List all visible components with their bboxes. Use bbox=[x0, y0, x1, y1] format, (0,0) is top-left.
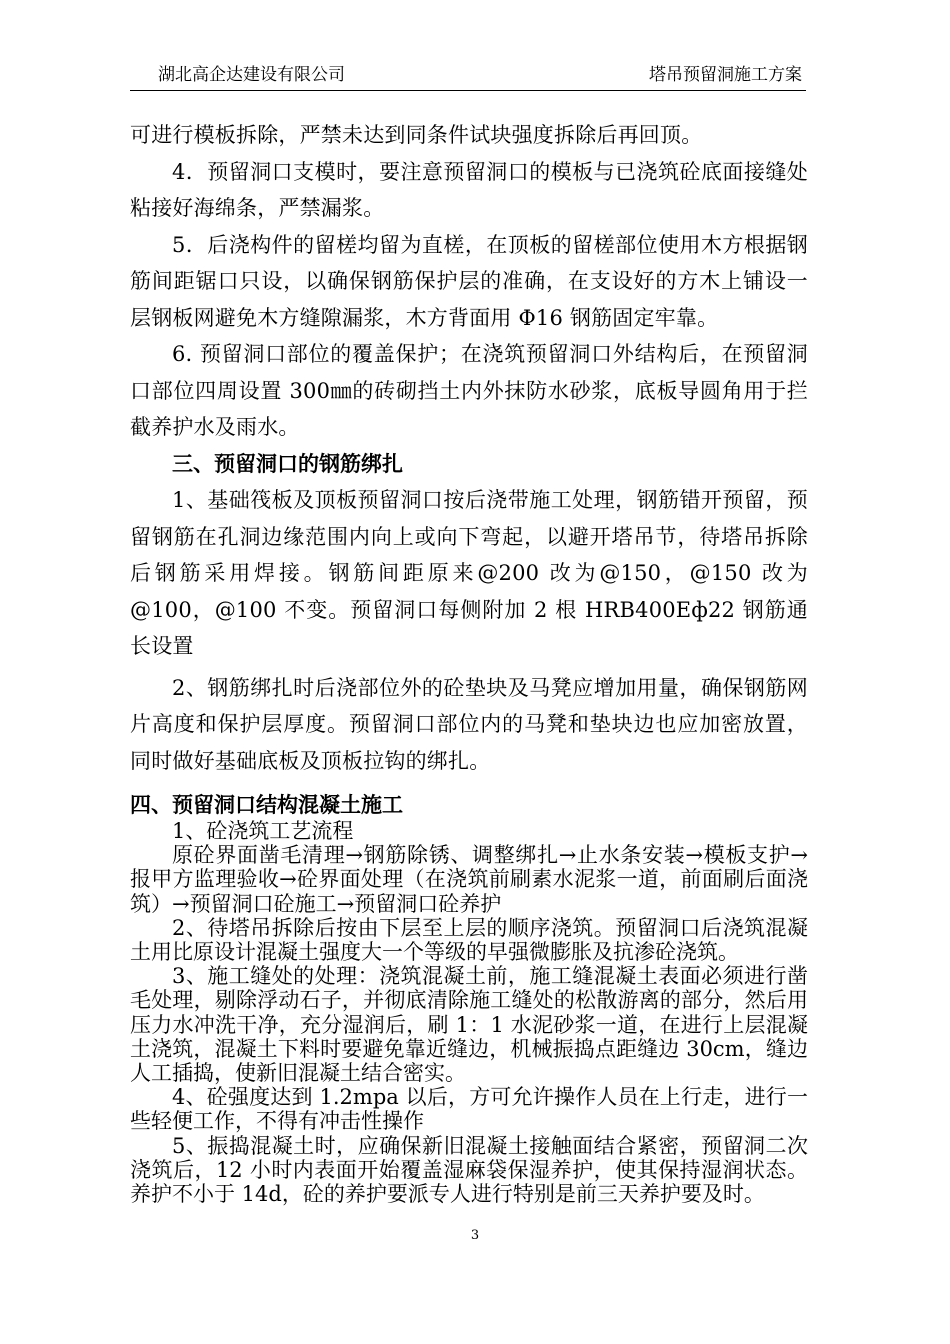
header-company: 湖北高企达建设有限公司 bbox=[158, 65, 345, 85]
paragraph-item-5: 5．后浇构件的留槎均留为直槎，在顶板的留槎部位使用木方根据钢筋间距锯口只设，以确保钢筋保护层的准确，在支设好的方木上铺设一层钢板网避免木方缝隙漏浆，木方背面用 Φ16 钢筋固定牢靠。 bbox=[130, 232, 808, 330]
header-doc-title: 塔吊预留洞施工方案 bbox=[649, 65, 802, 85]
section-3-paragraph-1: 1、基础筏板及顶板预留洞口按后浇带施工处理，钢筋错开预留，预留钢筋在孔洞边缘范围内向上或向下弯起，以避开塔吊节，待塔吊拆除后钢筋采用焊接。钢筋间距原来@200 改为@150，@150 改为@100，@100 不变。预留洞口每侧附加 2 根 HRB400Eф22 钢筋通长设置 bbox=[130, 488, 808, 658]
section-4-heading: 四、预留洞口结构混凝土施工 bbox=[130, 792, 403, 817]
section-4-item-1-body: 原砼界面凿毛清理→钢筋除锈、调整绑扎→止水条安装→模板支护→报甲方监理验收→砼界面处理（在浇筑前刷素水泥浆一道，前面刷后面浇筑）→预留洞口砼施工→预留洞口砼养护 bbox=[130, 843, 808, 916]
section-3-heading: 三、预留洞口的钢筋绑扎 bbox=[172, 450, 403, 476]
page-number: 3 bbox=[470, 1228, 480, 1243]
section-4-item-4: 4、砼强度达到 1.2mpa 以后，方可允许操作人员在上行走，进行一些轻便工作，不得有冲击性操作 bbox=[130, 1085, 808, 1134]
section-4-item-1-title: 1、砼浇筑工艺流程 bbox=[172, 819, 354, 843]
section-4-item-3: 3、施工缝处的处理：浇筑混凝土前，施工缝混凝土表面必须进行凿毛处理，剔除浮动石子，并彻底清除施工缝处的松散游离的部分，然后用压力水冲洗干净，充分湿润后，刷 1：1 水泥砂浆一道，在进行上层混凝土浇筑，混凝土下料时要避免靠近缝边，机械振捣点距缝边 30cm，缝边人工插捣，使新旧混凝土结合密实。 bbox=[130, 964, 808, 1086]
document-body bbox=[130, 117, 808, 1206]
page-header bbox=[130, 62, 806, 91]
section-3-paragraph-2: 2、钢筋绑扎时后浇部位外的砼垫块及马凳应增加用量，确保钢筋网片高度和保护层厚度。预留洞口部位内的马凳和垫块边也应加密放置，同时做好基础底板及顶板拉钩的绑扎。 bbox=[130, 675, 808, 773]
section-4-item-2: 2、待塔吊拆除后按由下层至上层的顺序浇筑。预留洞口后浇筑混凝土用比原设计混凝土强度大一个等级的早强微膨胀及抗渗砼浇筑。 bbox=[130, 915, 808, 965]
paragraph-item-4: 4．预留洞口支模时，要注意预留洞口的模板与已浇筑砼底面接缝处粘接好海绵条，严禁漏浆。 bbox=[130, 159, 808, 220]
paragraph-continuation: 可进行模板拆除，严禁未达到同条件试块强度拆除后再回顶。 bbox=[130, 123, 703, 147]
section-4-item-5: 5、振捣混凝土时，应确保新旧混凝土接触面结合紧密，预留洞二次浇筑后，12 小时内表面开始覆盖湿麻袋保湿养护，使其保持湿润状态。养护不小于 14d，砼的养护要派专人进行特别是前三天养护要及时。 bbox=[130, 1133, 808, 1207]
paragraph-item-6: 6. 预留洞口部位的覆盖保护；在浇筑预留洞口外结构后，在预留洞口部位四周设置 300㎜的砖砌挡土内外抹防水砂浆，底板导圆角用于拦截养护水及雨水。 bbox=[130, 342, 808, 439]
